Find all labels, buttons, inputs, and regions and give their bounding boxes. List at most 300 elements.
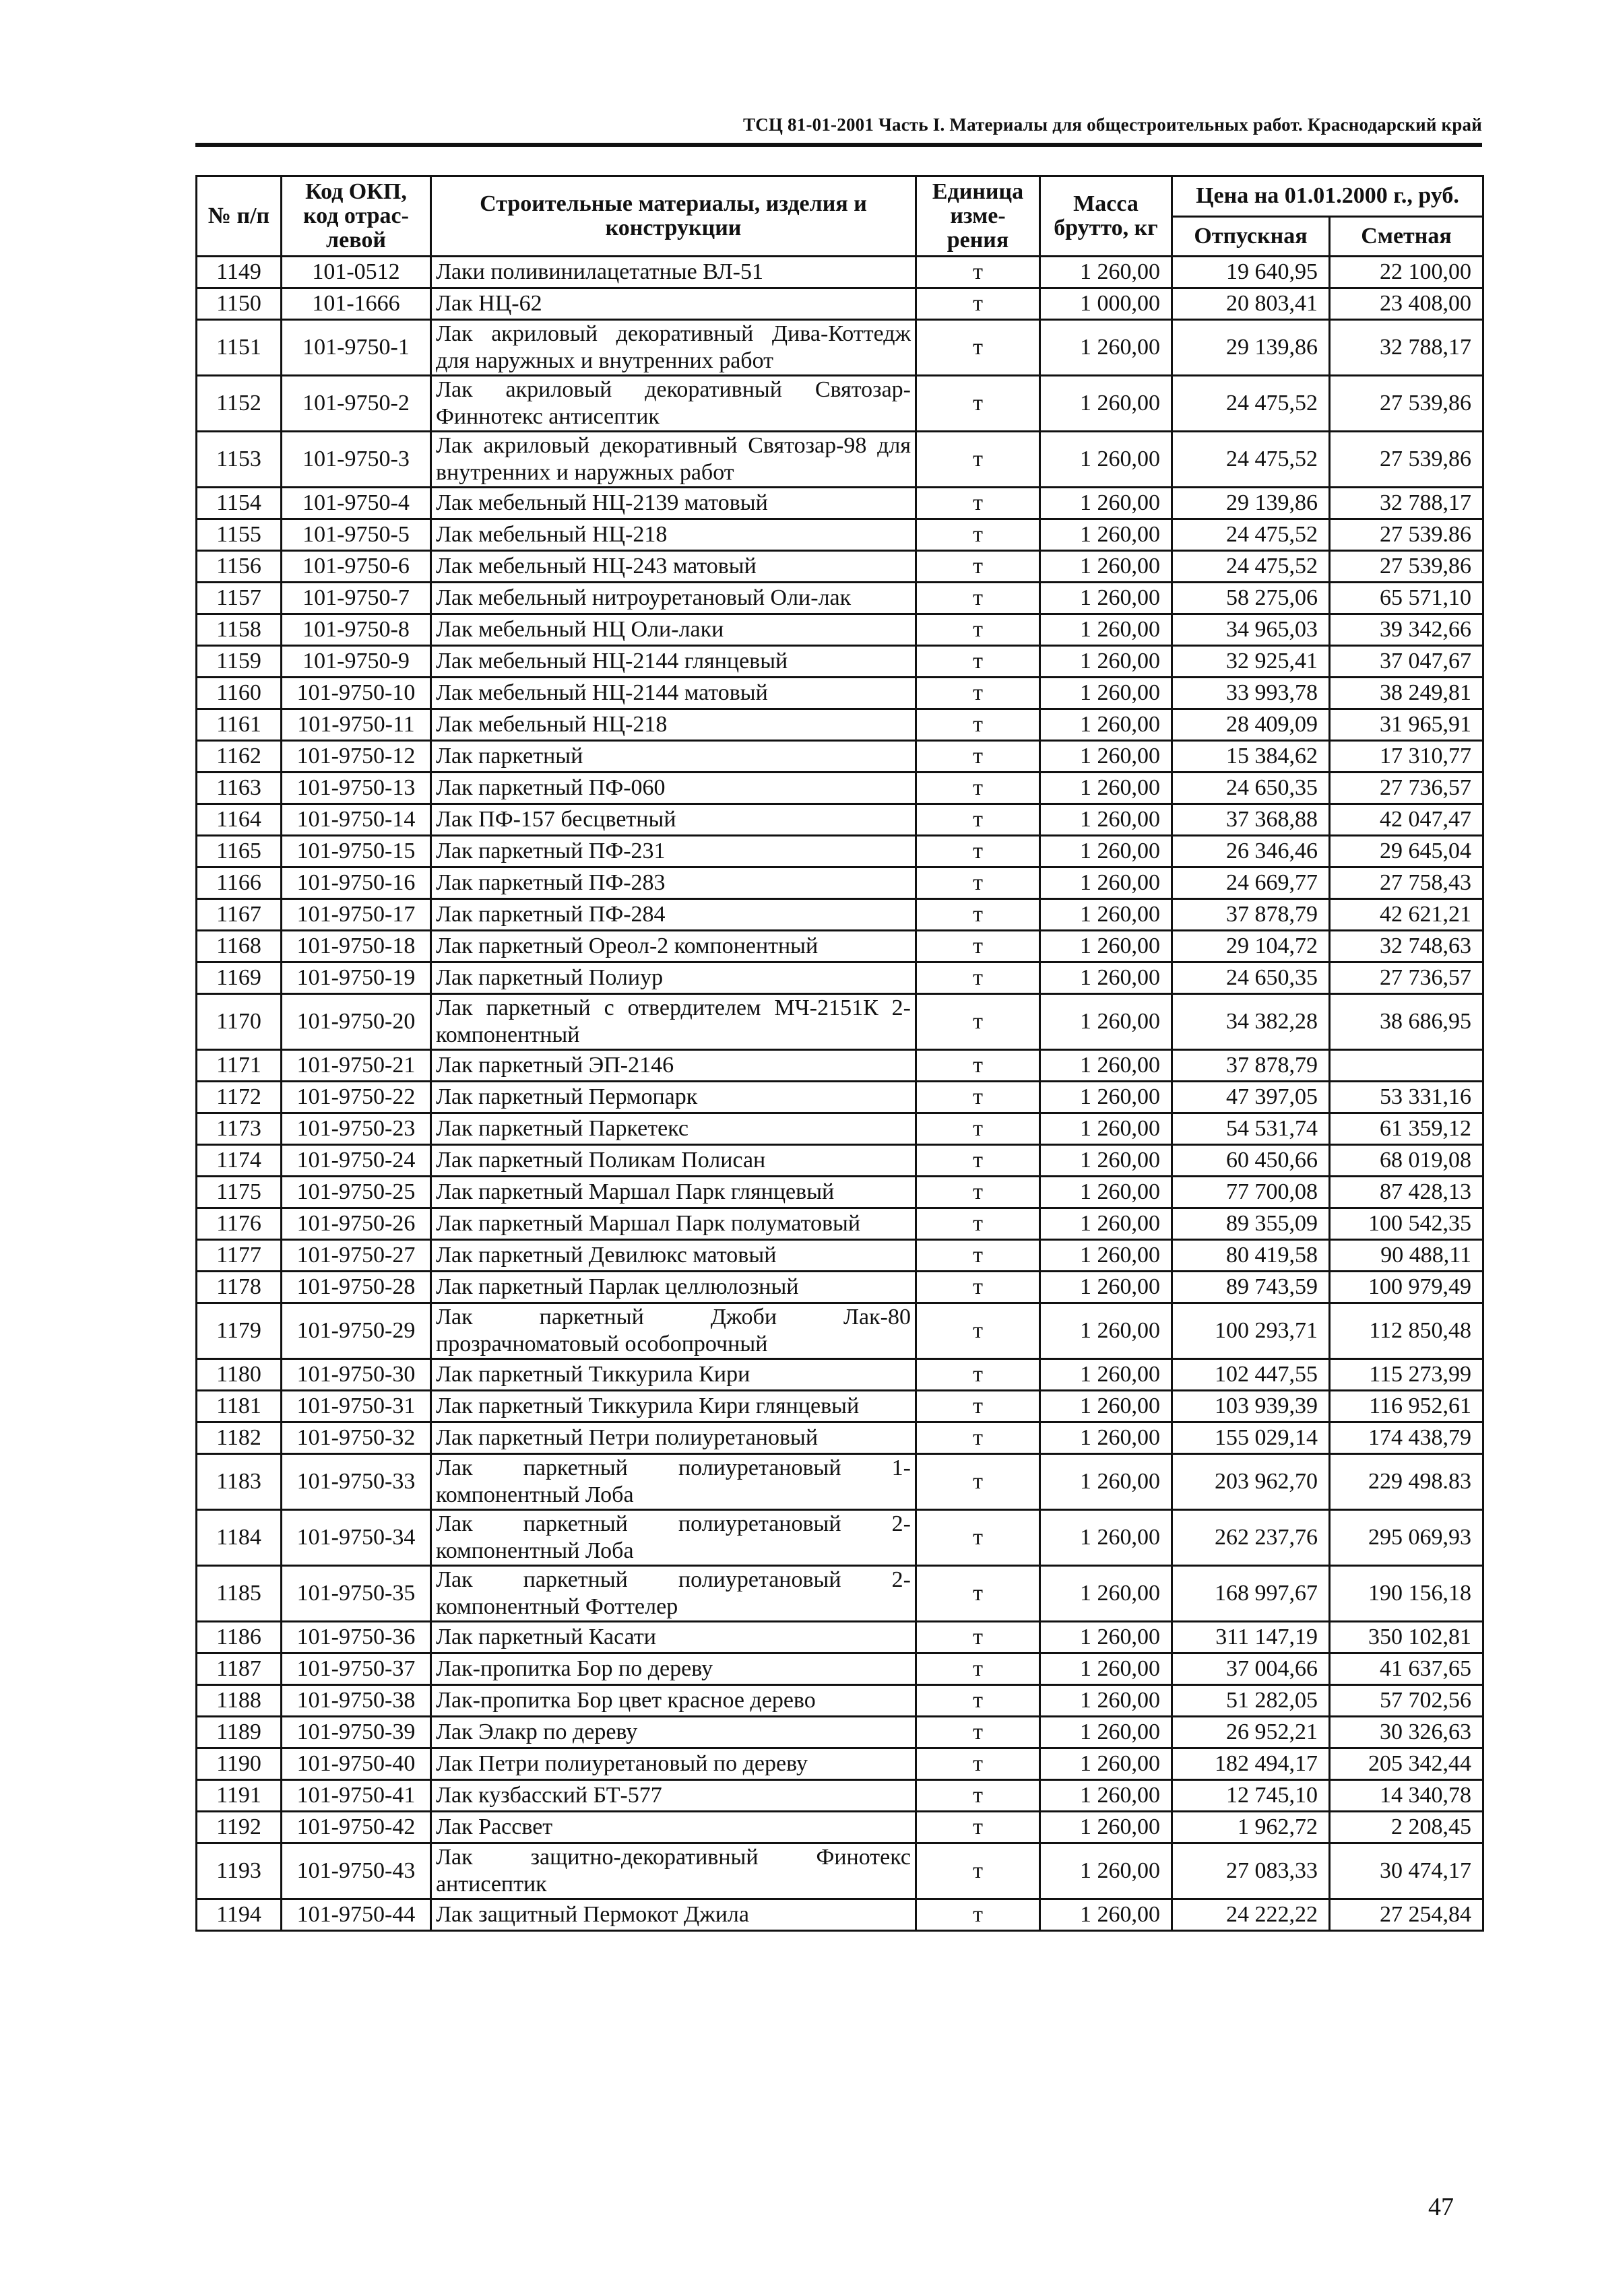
table-row <box>197 1359 1483 1391</box>
row-release-price: 37 878,79 <box>1172 1050 1330 1082</box>
row-release-price: 29 139,86 <box>1172 320 1330 376</box>
row-estimate-price: 115 273,99 <box>1330 1359 1483 1391</box>
row-code: 101-9750-27 <box>282 1240 431 1272</box>
row-unit: т <box>916 1240 1040 1272</box>
row-code: 101-9750-19 <box>282 962 431 994</box>
row-code: 101-9750-28 <box>282 1272 431 1303</box>
row-material-name: Лак мебельный НЦ-243 матовый <box>431 551 916 583</box>
row-material-name: Лак паркетный с отвердителем МЧ-2151К 2-компонентный <box>431 994 916 1050</box>
row-estimate-price: 31 965,91 <box>1330 709 1483 741</box>
row-estimate-price: 100 542,35 <box>1330 1208 1483 1240</box>
row-release-price: 89 743,59 <box>1172 1272 1330 1303</box>
row-estimate-price: 68 019,08 <box>1330 1145 1483 1177</box>
col-header-release-price: Отпускная <box>1172 216 1330 257</box>
row-release-price: 24 475,52 <box>1172 376 1330 432</box>
row-material-name: Лак паркетный Пермопарк <box>431 1082 916 1113</box>
row-release-price: 12 745,10 <box>1172 1780 1330 1812</box>
row-mass: 1 260,00 <box>1040 1653 1172 1685</box>
table-row <box>197 1050 1483 1082</box>
row-mass: 1 260,00 <box>1040 1272 1172 1303</box>
row-estimate-price: 190 156,18 <box>1330 1566 1483 1622</box>
row-release-price: 54 531,74 <box>1172 1113 1330 1145</box>
row-material-name: Лак паркетный Маршал Парк глянцевый <box>431 1177 916 1208</box>
row-unit: т <box>916 1050 1040 1082</box>
row-release-price: 26 952,21 <box>1172 1717 1330 1748</box>
row-number: 1170 <box>197 994 282 1050</box>
table-row <box>197 709 1483 741</box>
row-code: 101-9750-42 <box>282 1812 431 1843</box>
row-number: 1156 <box>197 551 282 583</box>
col-header-estimate-price: Сметная <box>1330 216 1483 257</box>
table-row <box>197 1780 1483 1812</box>
row-number: 1161 <box>197 709 282 741</box>
row-unit: т <box>916 1812 1040 1843</box>
row-release-price: 58 275,06 <box>1172 583 1330 614</box>
row-unit: т <box>916 1748 1040 1780</box>
row-mass: 1 260,00 <box>1040 1082 1172 1113</box>
row-number: 1152 <box>197 376 282 432</box>
table-row <box>197 1272 1483 1303</box>
row-unit: т <box>916 1780 1040 1812</box>
row-release-price: 20 803,41 <box>1172 288 1330 320</box>
row-release-price: 37 004,66 <box>1172 1653 1330 1685</box>
row-release-price: 89 355,09 <box>1172 1208 1330 1240</box>
row-unit: т <box>916 1208 1040 1240</box>
row-unit: т <box>916 994 1040 1050</box>
row-estimate-price: 116 952,61 <box>1330 1391 1483 1422</box>
row-material-name: Лак паркетный <box>431 741 916 773</box>
row-material-name: Лак мебельный НЦ-218 <box>431 709 916 741</box>
row-release-price: 262 237,76 <box>1172 1510 1330 1566</box>
row-material-name: Лак паркетный Маршал Парк полуматовый <box>431 1208 916 1240</box>
row-estimate-price: 27 539,86 <box>1330 551 1483 583</box>
row-unit: т <box>916 836 1040 867</box>
row-number: 1181 <box>197 1391 282 1422</box>
table-row <box>197 614 1483 646</box>
row-unit: т <box>916 432 1040 488</box>
row-estimate-price: 22 100,00 <box>1330 257 1483 288</box>
row-mass: 1 260,00 <box>1040 551 1172 583</box>
row-code: 101-9750-40 <box>282 1748 431 1780</box>
row-estimate-price: 38 249,81 <box>1330 678 1483 709</box>
table-header <box>197 176 1483 257</box>
row-unit: т <box>916 614 1040 646</box>
row-number: 1175 <box>197 1177 282 1208</box>
row-release-price: 24 475,52 <box>1172 551 1330 583</box>
row-number: 1187 <box>197 1653 282 1685</box>
row-material-name: Лак ПФ-157 бесцветный <box>431 804 916 836</box>
row-code: 101-9750-34 <box>282 1510 431 1566</box>
row-estimate-price: 174 438,79 <box>1330 1422 1483 1454</box>
row-estimate-price: 27 539.86 <box>1330 519 1483 551</box>
table-row <box>197 741 1483 773</box>
row-number: 1160 <box>197 678 282 709</box>
row-estimate-price: 27 539,86 <box>1330 376 1483 432</box>
row-estimate-price: 29 645,04 <box>1330 836 1483 867</box>
row-unit: т <box>916 1145 1040 1177</box>
row-number: 1180 <box>197 1359 282 1391</box>
table-row <box>197 962 1483 994</box>
row-estimate-price: 61 359,12 <box>1330 1113 1483 1145</box>
row-number: 1165 <box>197 836 282 867</box>
row-mass: 1 260,00 <box>1040 741 1172 773</box>
row-release-price: 27 083,33 <box>1172 1843 1330 1899</box>
row-mass: 1 000,00 <box>1040 288 1172 320</box>
table-row <box>197 288 1483 320</box>
row-release-price: 29 139,86 <box>1172 488 1330 519</box>
row-number: 1186 <box>197 1622 282 1653</box>
row-estimate-price: 27 254,84 <box>1330 1899 1483 1931</box>
row-unit: т <box>916 1685 1040 1717</box>
table-row <box>197 376 1483 432</box>
row-code: 101-9750-26 <box>282 1208 431 1240</box>
row-number: 1194 <box>197 1899 282 1931</box>
row-number: 1193 <box>197 1843 282 1899</box>
row-material-name: Лак паркетный Девилюкс матовый <box>431 1240 916 1272</box>
row-material-name: Лак мебельный нитроуретановый Оли-лак <box>431 583 916 614</box>
row-release-price: 15 384,62 <box>1172 741 1330 773</box>
row-unit: т <box>916 519 1040 551</box>
row-code: 101-9750-35 <box>282 1566 431 1622</box>
row-unit: т <box>916 1454 1040 1510</box>
row-mass: 1 260,00 <box>1040 867 1172 899</box>
row-estimate-price: 32 788,17 <box>1330 320 1483 376</box>
row-mass: 1 260,00 <box>1040 1303 1172 1359</box>
row-release-price: 26 346,46 <box>1172 836 1330 867</box>
row-estimate-price: 41 637,65 <box>1330 1653 1483 1685</box>
row-unit: т <box>916 320 1040 376</box>
row-mass: 1 260,00 <box>1040 1113 1172 1145</box>
row-estimate-price: 42 621,21 <box>1330 899 1483 931</box>
row-material-name: Лак мебельный НЦ-2144 глянцевый <box>431 646 916 678</box>
row-material-name: Лак паркетный Парлак целлюлозный <box>431 1272 916 1303</box>
table-row <box>197 1422 1483 1454</box>
row-code: 101-9750-44 <box>282 1899 431 1931</box>
table-row <box>197 1240 1483 1272</box>
row-release-price: 60 450,66 <box>1172 1145 1330 1177</box>
row-estimate-price: 23 408,00 <box>1330 288 1483 320</box>
row-number: 1157 <box>197 583 282 614</box>
row-material-name: Лак паркетный ПФ-284 <box>431 899 916 931</box>
row-material-name: Лак Рассвет <box>431 1812 916 1843</box>
row-unit: т <box>916 899 1040 931</box>
row-code: 101-9750-6 <box>282 551 431 583</box>
row-code: 101-9750-25 <box>282 1177 431 1208</box>
table-row <box>197 1208 1483 1240</box>
row-number: 1164 <box>197 804 282 836</box>
row-unit: т <box>916 1653 1040 1685</box>
row-estimate-price: 205 342,44 <box>1330 1748 1483 1780</box>
row-unit: т <box>916 1622 1040 1653</box>
row-material-name: Лак мебельный НЦ-2144 матовый <box>431 678 916 709</box>
row-material-name: Лак защитный Пермокот Джила <box>431 1899 916 1931</box>
table-row <box>197 1454 1483 1510</box>
row-release-price: 100 293,71 <box>1172 1303 1330 1359</box>
row-number: 1163 <box>197 773 282 804</box>
row-number: 1155 <box>197 519 282 551</box>
row-material-name: Лак паркетный ПФ-231 <box>431 836 916 867</box>
row-code: 101-9750-15 <box>282 836 431 867</box>
table-row <box>197 551 1483 583</box>
row-material-name: Лак Элакр по дереву <box>431 1717 916 1748</box>
row-mass: 1 260,00 <box>1040 1812 1172 1843</box>
row-release-price: 29 104,72 <box>1172 931 1330 962</box>
row-code: 101-9750-36 <box>282 1622 431 1653</box>
row-code: 101-9750-2 <box>282 376 431 432</box>
row-code: 101-9750-37 <box>282 1653 431 1685</box>
row-estimate-price: 2 208,45 <box>1330 1812 1483 1843</box>
row-code: 101-0512 <box>282 257 431 288</box>
row-number: 1149 <box>197 257 282 288</box>
row-estimate-price: 27 758,43 <box>1330 867 1483 899</box>
row-release-price: 80 419,58 <box>1172 1240 1330 1272</box>
row-mass: 1 260,00 <box>1040 1240 1172 1272</box>
table-row <box>197 583 1483 614</box>
row-material-name: Лак паркетный ПФ-283 <box>431 867 916 899</box>
row-number: 1183 <box>197 1454 282 1510</box>
table-row <box>197 1653 1483 1685</box>
row-code: 101-9750-39 <box>282 1717 431 1748</box>
row-release-price: 28 409,09 <box>1172 709 1330 741</box>
row-material-name: Лак паркетный ПФ-060 <box>431 773 916 804</box>
table-row <box>197 836 1483 867</box>
row-number: 1162 <box>197 741 282 773</box>
row-number: 1178 <box>197 1272 282 1303</box>
row-number: 1192 <box>197 1812 282 1843</box>
page-number: 47 <box>1428 2193 1454 2221</box>
row-mass: 1 260,00 <box>1040 1359 1172 1391</box>
row-release-price: 37 368,88 <box>1172 804 1330 836</box>
row-unit: т <box>916 551 1040 583</box>
row-material-name: Лак НЦ-62 <box>431 288 916 320</box>
table-row <box>197 678 1483 709</box>
row-code: 101-9750-21 <box>282 1050 431 1082</box>
row-number: 1182 <box>197 1422 282 1454</box>
row-estimate-price: 295 069,93 <box>1330 1510 1483 1566</box>
row-material-name: Лак-пропитка Бор цвет красное дерево <box>431 1685 916 1717</box>
row-mass: 1 260,00 <box>1040 678 1172 709</box>
table-row <box>197 1391 1483 1422</box>
row-estimate-price: 100 979,49 <box>1330 1272 1483 1303</box>
row-code: 101-9750-14 <box>282 804 431 836</box>
row-unit: т <box>916 1717 1040 1748</box>
table-row <box>197 488 1483 519</box>
row-mass: 1 260,00 <box>1040 1454 1172 1510</box>
row-estimate-price <box>1330 1050 1483 1082</box>
row-material-name: Лак мебельный НЦ-218 <box>431 519 916 551</box>
row-number: 1158 <box>197 614 282 646</box>
row-number: 1185 <box>197 1566 282 1622</box>
row-unit: т <box>916 962 1040 994</box>
row-material-name: Лак кузбасский БТ-577 <box>431 1780 916 1812</box>
row-mass: 1 260,00 <box>1040 1422 1172 1454</box>
row-material-name: Лак акриловый декоративный Святозар-Финнотекс антисептик <box>431 376 916 432</box>
row-mass: 1 260,00 <box>1040 836 1172 867</box>
row-unit: т <box>916 488 1040 519</box>
row-estimate-price: 38 686,95 <box>1330 994 1483 1050</box>
table-row <box>197 1566 1483 1622</box>
row-estimate-price: 14 340,78 <box>1330 1780 1483 1812</box>
row-mass: 1 260,00 <box>1040 1391 1172 1422</box>
row-code: 101-9750-18 <box>282 931 431 962</box>
table-row <box>197 1510 1483 1566</box>
row-mass: 1 260,00 <box>1040 614 1172 646</box>
row-mass: 1 260,00 <box>1040 1145 1172 1177</box>
row-mass: 1 260,00 <box>1040 994 1172 1050</box>
col-header-code: Код ОКП, код отрас-левой <box>282 176 431 257</box>
row-code: 101-9750-29 <box>282 1303 431 1359</box>
row-release-price: 102 447,55 <box>1172 1359 1330 1391</box>
row-unit: т <box>916 376 1040 432</box>
row-release-price: 103 939,39 <box>1172 1391 1330 1422</box>
row-mass: 1 260,00 <box>1040 931 1172 962</box>
row-unit: т <box>916 1391 1040 1422</box>
row-number: 1150 <box>197 288 282 320</box>
table-row <box>197 519 1483 551</box>
table-row <box>197 899 1483 931</box>
row-mass: 1 260,00 <box>1040 432 1172 488</box>
row-release-price: 24 475,52 <box>1172 519 1330 551</box>
row-estimate-price: 57 702,56 <box>1330 1685 1483 1717</box>
row-mass: 1 260,00 <box>1040 1622 1172 1653</box>
row-mass: 1 260,00 <box>1040 257 1172 288</box>
row-release-price: 24 475,52 <box>1172 432 1330 488</box>
row-unit: т <box>916 1566 1040 1622</box>
row-mass: 1 260,00 <box>1040 1717 1172 1748</box>
row-code: 101-9750-33 <box>282 1454 431 1510</box>
row-estimate-price: 87 428,13 <box>1330 1177 1483 1208</box>
row-code: 101-9750-41 <box>282 1780 431 1812</box>
row-number: 1154 <box>197 488 282 519</box>
row-unit: т <box>916 1843 1040 1899</box>
row-mass: 1 260,00 <box>1040 1843 1172 1899</box>
row-number: 1153 <box>197 432 282 488</box>
row-material-name: Лаки поливинилацетатные ВЛ-51 <box>431 257 916 288</box>
row-estimate-price: 27 539,86 <box>1330 432 1483 488</box>
row-mass: 1 260,00 <box>1040 320 1172 376</box>
table-row <box>197 931 1483 962</box>
table-row <box>197 320 1483 376</box>
row-release-price: 182 494,17 <box>1172 1748 1330 1780</box>
row-release-price: 19 640,95 <box>1172 257 1330 288</box>
row-unit: т <box>916 804 1040 836</box>
row-code: 101-9750-10 <box>282 678 431 709</box>
row-estimate-price: 229 498.83 <box>1330 1454 1483 1510</box>
col-header-name: Строительные материалы, изделия и конструкции <box>431 176 916 257</box>
row-code: 101-9750-31 <box>282 1391 431 1422</box>
row-code: 101-9750-43 <box>282 1843 431 1899</box>
table-row <box>197 867 1483 899</box>
row-material-name: Лак паркетный полиуретановый 1-компонентный Лоба <box>431 1454 916 1510</box>
table-body <box>197 257 1483 1931</box>
row-code: 101-9750-32 <box>282 1422 431 1454</box>
row-mass: 1 260,00 <box>1040 1566 1172 1622</box>
row-mass: 1 260,00 <box>1040 1685 1172 1717</box>
row-release-price: 311 147,19 <box>1172 1622 1330 1653</box>
table-row <box>197 1843 1483 1899</box>
row-estimate-price: 30 474,17 <box>1330 1843 1483 1899</box>
col-header-mass: Масса брутто, кг <box>1040 176 1172 257</box>
row-number: 1188 <box>197 1685 282 1717</box>
row-number: 1166 <box>197 867 282 899</box>
row-material-name: Лак паркетный Тиккурила Кири <box>431 1359 916 1391</box>
row-mass: 1 260,00 <box>1040 804 1172 836</box>
row-number: 1171 <box>197 1050 282 1082</box>
row-unit: т <box>916 867 1040 899</box>
row-material-name: Лак паркетный Полиур <box>431 962 916 994</box>
row-mass: 1 260,00 <box>1040 1748 1172 1780</box>
row-release-price: 24 650,35 <box>1172 962 1330 994</box>
row-unit: т <box>916 1422 1040 1454</box>
table-row <box>197 1145 1483 1177</box>
row-release-price: 168 997,67 <box>1172 1566 1330 1622</box>
row-unit: т <box>916 1082 1040 1113</box>
table-row <box>197 257 1483 288</box>
row-code: 101-9750-17 <box>282 899 431 931</box>
row-code: 101-9750-30 <box>282 1359 431 1391</box>
row-material-name: Лак акриловый декоративный Святозар-98 для внутренних и наружных работ <box>431 432 916 488</box>
row-unit: т <box>916 741 1040 773</box>
row-release-price: 37 878,79 <box>1172 899 1330 931</box>
row-material-name: Лак-пропитка Бор по дереву <box>431 1653 916 1685</box>
row-release-price: 203 962,70 <box>1172 1454 1330 1510</box>
row-release-price: 33 993,78 <box>1172 678 1330 709</box>
table-row <box>197 804 1483 836</box>
row-number: 1176 <box>197 1208 282 1240</box>
table-row <box>197 1303 1483 1359</box>
table-row <box>197 1622 1483 1653</box>
row-mass: 1 260,00 <box>1040 1510 1172 1566</box>
row-mass: 1 260,00 <box>1040 1899 1172 1931</box>
row-number: 1169 <box>197 962 282 994</box>
col-header-num: № п/п <box>197 176 282 257</box>
row-number: 1173 <box>197 1113 282 1145</box>
table-row <box>197 432 1483 488</box>
table-row <box>197 1812 1483 1843</box>
row-unit: т <box>916 1272 1040 1303</box>
row-code: 101-9750-8 <box>282 614 431 646</box>
row-material-name: Лак паркетный Петри полиуретановый <box>431 1422 916 1454</box>
row-unit: т <box>916 709 1040 741</box>
row-code: 101-9750-11 <box>282 709 431 741</box>
table-row <box>197 1177 1483 1208</box>
materials-price-table <box>195 175 1484 1932</box>
row-estimate-price: 27 736,57 <box>1330 773 1483 804</box>
row-material-name: Лак паркетный Паркетекс <box>431 1113 916 1145</box>
row-code: 101-9750-38 <box>282 1685 431 1717</box>
row-number: 1184 <box>197 1510 282 1566</box>
row-estimate-price: 27 736,57 <box>1330 962 1483 994</box>
row-unit: т <box>916 773 1040 804</box>
table-row <box>197 646 1483 678</box>
row-estimate-price: 90 488,11 <box>1330 1240 1483 1272</box>
row-unit: т <box>916 1899 1040 1931</box>
row-estimate-price: 32 748,63 <box>1330 931 1483 962</box>
table-row <box>197 1717 1483 1748</box>
row-estimate-price: 112 850,48 <box>1330 1303 1483 1359</box>
row-unit: т <box>916 931 1040 962</box>
row-mass: 1 260,00 <box>1040 583 1172 614</box>
row-material-name: Лак паркетный ЭП-2146 <box>431 1050 916 1082</box>
row-unit: т <box>916 1303 1040 1359</box>
row-material-name: Лак паркетный Джоби Лак-80 прозрачноматовый особопрочный <box>431 1303 916 1359</box>
row-release-price: 1 962,72 <box>1172 1812 1330 1843</box>
row-number: 1177 <box>197 1240 282 1272</box>
table-row <box>197 1082 1483 1113</box>
page-header-title: ТСЦ 81-01-2001 Часть I. Материалы для общестроительных работ. Краснодарский край <box>743 114 1482 135</box>
row-mass: 1 260,00 <box>1040 376 1172 432</box>
row-estimate-price: 53 331,16 <box>1330 1082 1483 1113</box>
